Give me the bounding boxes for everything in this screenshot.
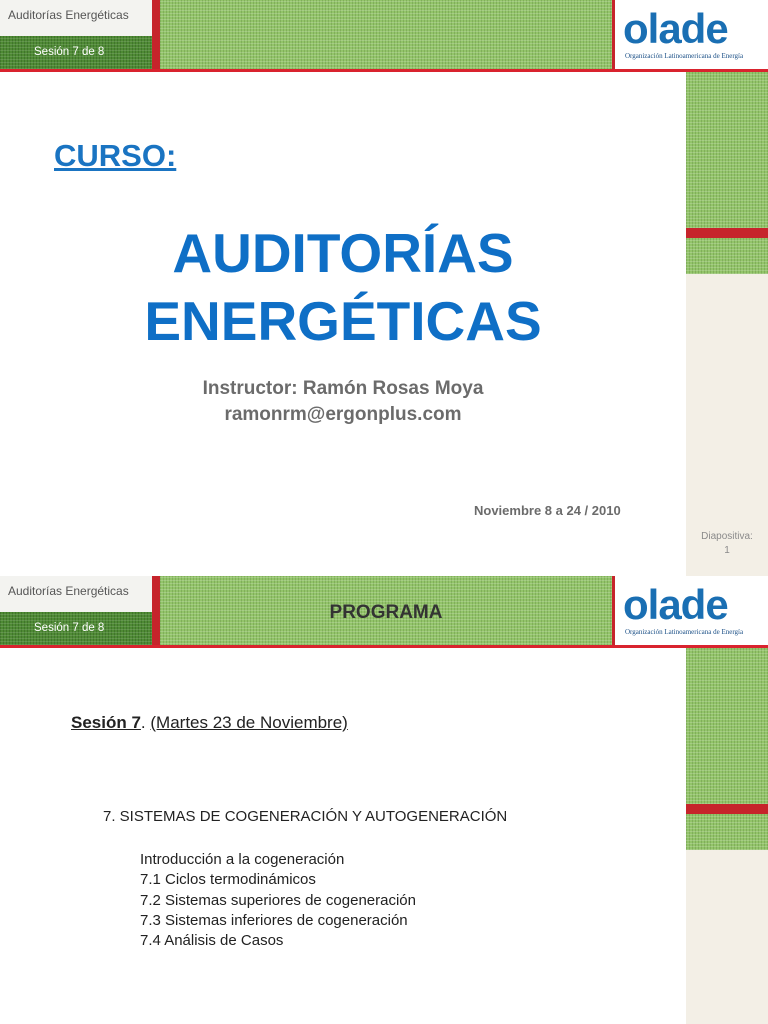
course-title-line-1: AUDITORÍAS [172,222,514,284]
topic-list [140,850,416,951]
header-divider [152,576,160,647]
logo-wordmark: olade [623,5,728,52]
header-corner [0,0,152,71]
header-red-strip [0,645,768,648]
olade-logo [612,0,768,71]
session-date: (Martes 23 de Noviembre) [150,713,348,732]
course-dates: Noviembre 8 a 24 / 2010 [474,503,621,518]
slide-title: PROGRAMA [329,602,443,623]
session-indicator: Sesión 7 de 8 [0,612,152,645]
list-item: 7.3 Sistemas inferiores de cogeneración [140,911,408,929]
session-label: Sesión 7 [71,713,141,732]
list-item: Introducción a la cogeneración [140,851,345,868]
right-decoration [686,648,768,1024]
logo-subtitle: Organización Latinoamericana de Energía [625,628,744,636]
session-indicator: Sesión 7 de 8 [0,36,152,69]
instructor-email: ramonrm@ergonplus.com [224,404,462,425]
slide-header [0,576,768,647]
slide-counter [686,530,768,558]
header-corner [0,576,152,647]
header-divider [152,0,160,71]
instructor-name: Instructor: Ramón Rosas Moya [202,378,484,399]
topic-heading: 7. SISTEMAS DE COGENERACIÓN Y AUTOGENERACIÓN [103,808,508,825]
logo-subtitle: Organización Latinoamericana de Energía [625,52,744,60]
list-item: 7.4 Análisis de Casos [140,932,284,950]
olade-logo [612,576,768,647]
header-texture [160,0,612,71]
slide-counter-label: Diapositiva: [701,531,753,542]
right-decoration [686,72,768,576]
header-red-strip [0,69,768,72]
list-item: 7.1 Ciclos termodinámicos [140,871,316,889]
list-item: 7.2 Sistemas superiores de cogeneración [140,891,416,909]
logo-wordmark: olade [623,581,728,628]
slide-header [0,0,768,71]
slide-2 [0,576,768,1024]
course-title-line-2: ENERGÉTICAS [144,290,542,352]
course-short-title: Auditorías Energéticas [8,8,129,22]
session-heading: Sesión 7. (Martes 23 de Noviembre) [71,713,348,732]
slide-counter-number: 1 [724,545,730,556]
course-label: CURSO: [54,138,177,173]
course-short-title: Auditorías Energéticas [8,584,129,598]
